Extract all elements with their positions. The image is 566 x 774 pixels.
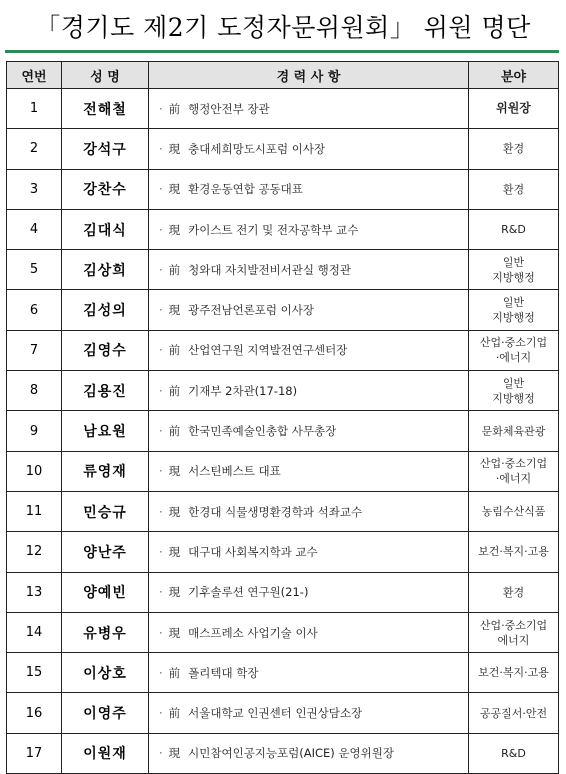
career-status: 前 — [168, 424, 181, 439]
field-cell — [469, 451, 559, 491]
career-text: 카이스트 전기 및 전자공학부 교수 — [188, 222, 359, 237]
career-cell — [149, 371, 469, 411]
field-cell — [469, 250, 559, 290]
career-cell — [149, 169, 469, 209]
career-status: 現 — [168, 222, 181, 237]
row-number: 2 — [7, 129, 62, 169]
row-number: 4 — [7, 209, 62, 249]
bullet-icon: · — [159, 544, 163, 559]
bullet-icon: · — [159, 746, 163, 761]
member-name: 강찬수 — [62, 169, 149, 209]
member-name: 양예빈 — [62, 572, 149, 612]
member-name: 이영주 — [62, 693, 149, 733]
header-field: 분야 — [469, 62, 559, 89]
career-text: 청와대 자치발전비서관실 행정관 — [188, 262, 351, 277]
row-number: 14 — [7, 612, 62, 652]
career-status: 現 — [168, 464, 181, 479]
row-number: 10 — [7, 451, 62, 491]
career-text: 기후솔루션 연구원(21-) — [188, 585, 309, 600]
row-number: 8 — [7, 371, 62, 411]
field-line: 일반 — [502, 255, 525, 269]
bullet-icon: · — [159, 343, 163, 358]
field-line: 에너지 — [497, 633, 530, 647]
field-line: 환경 — [502, 585, 525, 599]
bullet-icon: · — [159, 141, 163, 156]
table-row — [7, 572, 559, 612]
field-cell — [469, 129, 559, 169]
career-status: 現 — [168, 182, 181, 197]
career-cell — [149, 693, 469, 733]
field-line: 위원장 — [496, 101, 531, 116]
field-line: 일반 — [502, 296, 525, 310]
career-text: 서울대학교 인권센터 인권상담소장 — [188, 706, 363, 721]
career-text: 산업연구원 지역발전연구센터장 — [188, 343, 348, 358]
career-status: 前 — [168, 665, 181, 680]
career-text: 대구대 사회복지학과 교수 — [188, 544, 318, 559]
field-line: 일반 — [502, 376, 525, 390]
field-cell — [469, 209, 559, 249]
row-number: 15 — [7, 653, 62, 693]
bullet-icon: · — [159, 424, 163, 439]
member-name: 김용진 — [62, 371, 149, 411]
career-cell — [149, 250, 469, 290]
table-row — [7, 330, 559, 370]
bullet-icon: · — [159, 303, 163, 318]
career-text: 환경운동연합 공동대표 — [188, 182, 303, 197]
member-name: 김상희 — [62, 250, 149, 290]
field-line: 지방행정 — [492, 311, 535, 325]
member-name: 강석구 — [62, 129, 149, 169]
member-name: 이원재 — [62, 733, 149, 773]
header-name: 성 명 — [62, 62, 149, 89]
bullet-icon: · — [159, 585, 163, 600]
field-cell — [469, 290, 559, 330]
career-text: 행정안전부 장관 — [188, 101, 270, 116]
field-cell — [469, 491, 559, 531]
row-number: 12 — [7, 532, 62, 572]
row-number: 5 — [7, 250, 62, 290]
table-row — [7, 290, 559, 330]
member-table — [6, 61, 559, 774]
row-number: 1 — [7, 89, 62, 129]
field-line: R&D — [501, 746, 526, 760]
row-number: 7 — [7, 330, 62, 370]
table-row — [7, 129, 559, 169]
career-text: 폴리텍대 학장 — [188, 665, 259, 680]
career-cell — [149, 451, 469, 491]
header-no: 연번 — [7, 62, 62, 89]
field-line: R&D — [501, 223, 526, 237]
field-cell — [469, 693, 559, 733]
table-row — [7, 209, 559, 249]
career-text: 한경대 식물생명환경학과 석좌교수 — [188, 504, 363, 519]
career-status: 現 — [168, 625, 181, 640]
career-status: 現 — [168, 303, 181, 318]
table-row — [7, 89, 559, 129]
career-status: 前 — [168, 262, 181, 277]
career-status: 現 — [168, 141, 181, 156]
field-cell — [469, 330, 559, 370]
member-name: 류영재 — [62, 451, 149, 491]
field-line: 산업·중소기업 — [479, 336, 548, 350]
row-number: 3 — [7, 169, 62, 209]
career-text: 충대세희망도시포럼 이사장 — [188, 141, 326, 156]
row-number: 9 — [7, 411, 62, 451]
bullet-icon: · — [159, 182, 163, 197]
bullet-icon: · — [159, 504, 163, 519]
table-row — [7, 612, 559, 652]
career-cell — [149, 129, 469, 169]
header-career: 경 력 사 항 — [149, 62, 469, 89]
row-number: 6 — [7, 290, 62, 330]
field-line: ·에너지 — [495, 351, 532, 365]
career-status: 現 — [168, 585, 181, 600]
table-header-row — [7, 62, 559, 89]
career-status: 前 — [168, 383, 181, 398]
field-line: 지방행정 — [492, 270, 535, 284]
career-cell — [149, 572, 469, 612]
career-cell — [149, 290, 469, 330]
career-cell — [149, 733, 469, 773]
row-number: 17 — [7, 733, 62, 773]
career-cell — [149, 491, 469, 531]
field-line: 산업·중소기업 — [479, 457, 548, 471]
table-row — [7, 451, 559, 491]
career-text: 광주전남언론포럼 이사장 — [188, 303, 315, 318]
member-name: 김대식 — [62, 209, 149, 249]
table-row — [7, 411, 559, 451]
bullet-icon: · — [159, 665, 163, 680]
career-text: 기재부 2차관(17-18) — [188, 383, 298, 398]
bullet-icon: · — [159, 262, 163, 277]
field-cell — [469, 89, 559, 129]
career-cell — [149, 89, 469, 129]
table-row — [7, 371, 559, 411]
career-status: 前 — [168, 101, 181, 116]
field-line: 환경 — [502, 182, 525, 196]
field-line: 산업·중소기업 — [479, 618, 548, 632]
field-cell — [469, 733, 559, 773]
document-title: 「경기도 제2기 도정자문위원회」 위원 명단 — [35, 13, 531, 42]
field-cell — [469, 612, 559, 652]
bullet-icon: · — [159, 625, 163, 640]
member-name: 이상호 — [62, 653, 149, 693]
field-cell — [469, 572, 559, 612]
career-cell — [149, 330, 469, 370]
career-text: 한국민족예술인총합 사무총장 — [188, 424, 337, 439]
bullet-icon: · — [159, 464, 163, 479]
career-cell — [149, 653, 469, 693]
member-name: 남요원 — [62, 411, 149, 451]
field-line: 환경 — [502, 142, 525, 156]
table-row — [7, 250, 559, 290]
bullet-icon: · — [159, 706, 163, 721]
career-text: 시민참여인공지능포럼(AICE) 운영위원장 — [188, 746, 394, 761]
field-line: ·에너지 — [495, 472, 532, 486]
career-status: 現 — [168, 544, 181, 559]
field-line: 보건·복지·고용 — [478, 545, 549, 559]
bullet-icon: · — [159, 101, 163, 116]
career-cell — [149, 411, 469, 451]
field-line: 지방행정 — [492, 391, 535, 405]
field-line: 문화체육관광 — [481, 424, 546, 438]
career-cell — [149, 532, 469, 572]
row-number: 16 — [7, 693, 62, 733]
career-cell — [149, 209, 469, 249]
career-cell — [149, 612, 469, 652]
member-name: 유병우 — [62, 612, 149, 652]
table-row — [7, 169, 559, 209]
title-underline — [5, 50, 559, 53]
career-status: 現 — [168, 504, 181, 519]
field-cell — [469, 169, 559, 209]
career-status: 現 — [168, 746, 181, 761]
table-row — [7, 653, 559, 693]
row-number: 11 — [7, 491, 62, 531]
member-name: 민승규 — [62, 491, 149, 531]
member-name: 양난주 — [62, 532, 149, 572]
field-cell — [469, 371, 559, 411]
bullet-icon: · — [159, 383, 163, 398]
table-row — [7, 693, 559, 733]
career-status: 前 — [168, 706, 181, 721]
table-row — [7, 733, 559, 773]
table-row — [7, 491, 559, 531]
row-number: 13 — [7, 572, 62, 612]
table-row — [7, 532, 559, 572]
career-status: 前 — [168, 343, 181, 358]
field-line: 농림수산식품 — [481, 505, 546, 519]
field-line: 공공질서·안전 — [479, 706, 548, 720]
member-name: 김영수 — [62, 330, 149, 370]
field-cell — [469, 411, 559, 451]
career-text: 매스프레소 사업기술 이사 — [188, 625, 318, 640]
field-line: 보건·복지·고용 — [478, 666, 549, 680]
field-cell — [469, 532, 559, 572]
member-name: 전해철 — [62, 89, 149, 129]
field-cell — [469, 653, 559, 693]
bullet-icon: · — [159, 222, 163, 237]
member-name: 김성의 — [62, 290, 149, 330]
career-text: 서스틴베스트 대표 — [188, 464, 281, 479]
